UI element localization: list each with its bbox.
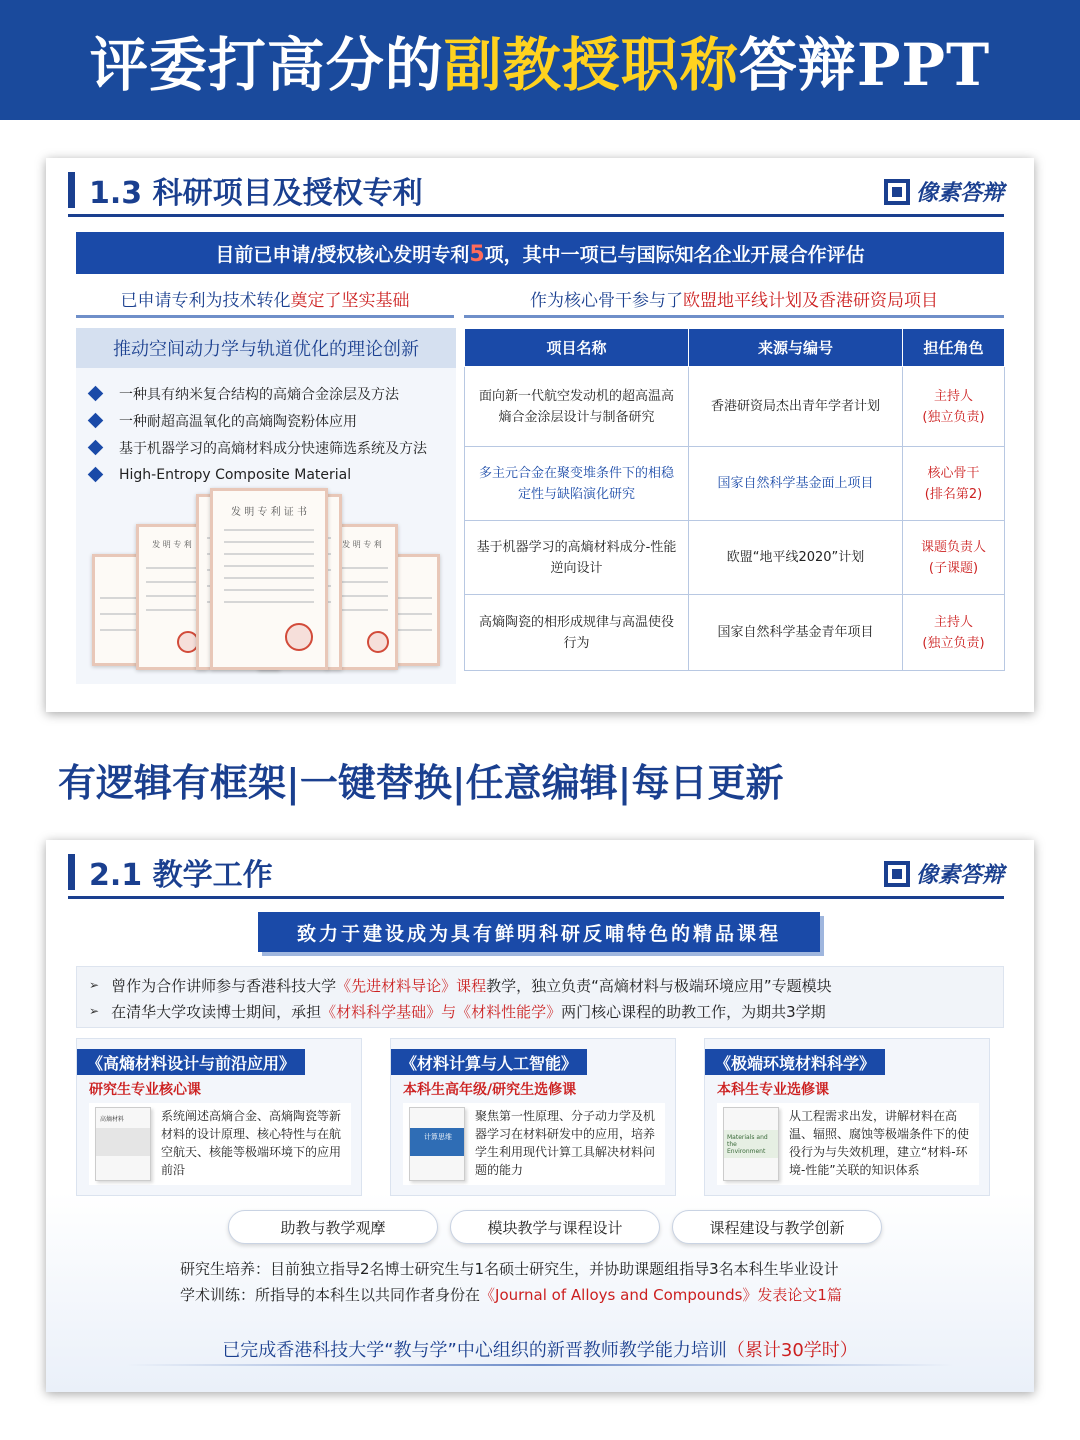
- project-role-cell: 主持人 (独立负责): [903, 595, 1005, 671]
- tagline: 有逻辑有框架|一键替换|任意编辑|每日更新: [58, 760, 784, 805]
- list-item: 一种耐超高温氧化的高熵陶瓷粉体应用: [90, 407, 456, 434]
- table-row: [465, 595, 1005, 671]
- heading-divider: [68, 896, 1004, 899]
- project-name-cell: 基于机器学习的高熵材料成分-性能逆向设计: [465, 521, 689, 595]
- column-header: 来源与编号: [689, 329, 903, 367]
- patent-count: 5: [469, 241, 485, 267]
- list-item: High-Entropy Composite Material: [90, 461, 456, 488]
- course-description: 从工程需求出发，讲解材料在高温、辐照、腐蚀等极端条件下的使役行为与失效机理，建立“材料-环境-性能”关联的知识体系: [789, 1109, 970, 1177]
- textbook-image: Materials and the Environment: [723, 1107, 779, 1181]
- student-training-text: 研究生培养：目前独立指导2名博士研究生与1名硕士研究生，并协助课题组指导3名本科生毕业设计 学术训练：所指导的本科生以共同作者身份在《Journal of Alloys and Compounds》发表论文1篇: [180, 1260, 842, 1304]
- project-source-cell: 国家自然科学基金青年项目: [689, 595, 903, 671]
- diamond-bullet-icon: [88, 386, 104, 402]
- project-role-cell: 核心骨干 (排名第2): [903, 447, 1005, 521]
- brand-logo: 像素答辩: [884, 858, 1004, 889]
- project-source-cell: 欧盟“地平线2020”计划: [689, 521, 903, 595]
- slide-heading: [68, 854, 273, 893]
- course-card: [390, 1038, 676, 1196]
- teaching-tag: 模块教学与课程设计: [450, 1210, 660, 1244]
- banner-title: 评委打高分的副教授职称答辩PPT: [89, 31, 991, 99]
- course-card: [704, 1038, 990, 1196]
- banner-title-highlight: 副教授职称: [443, 31, 739, 99]
- table-row: [465, 521, 1005, 595]
- project-name-cell: 多主元合金在聚变堆条件下的相稳定性与缺陷演化研究: [465, 447, 689, 521]
- course-title: 《材料计算与人工智能》: [391, 1049, 587, 1075]
- diamond-bullet-icon: [88, 440, 104, 456]
- teaching-tag: 助教与教学观摩: [228, 1210, 438, 1244]
- table-header-row: [465, 329, 1005, 367]
- list-item: 基于机器学习的高熵材料成分快速筛选系统及方法: [90, 434, 456, 461]
- brand-logo: 像素答辩: [884, 176, 1004, 207]
- certificate-image: 发 明 专 利: [326, 524, 398, 670]
- heading-accent-bar: [68, 172, 75, 208]
- course-level: 本科生高年级/研究生选修课: [403, 1082, 577, 1098]
- project-name-cell: 面向新一代航空发动机的超高温高熵合金涂层设计与制备研究: [465, 367, 689, 447]
- course-card: [76, 1038, 362, 1196]
- patent-subheading: 已申请专利为技术转化 奠定了坚实基础: [76, 282, 454, 318]
- certificate-image: 发 明 专 利: [136, 524, 208, 670]
- table-row: [465, 367, 1005, 447]
- diamond-bullet-icon: [88, 413, 104, 429]
- decorative-divider: [126, 1364, 954, 1366]
- course-level: 本科生专业选修课: [717, 1082, 829, 1098]
- slide-title: 1.3 科研项目及授权专利: [89, 176, 423, 211]
- slide-title: 2.1 教学工作: [89, 858, 273, 893]
- project-role-cell: 课题负责人 (子课题): [903, 521, 1005, 595]
- patent-certificates-image: [92, 494, 442, 674]
- textbook-image: 计算思维: [409, 1107, 465, 1181]
- arrow-bullet-icon: ➢: [89, 1004, 100, 1018]
- project-role-cell: 主持人 (独立负责): [903, 367, 1005, 447]
- project-name-cell: 高熵陶瓷的相形成规律与高温使役行为: [465, 595, 689, 671]
- course-title: 《高熵材料设计与前沿应用》: [77, 1049, 305, 1075]
- patent-panel-heading: 推动空间动力学与轨道优化的理论创新: [76, 328, 456, 368]
- patent-list: [76, 368, 456, 488]
- seal-icon: [285, 623, 313, 651]
- list-item: ➢ 曾作为合作讲师参与香港科技大学 《先进材料导论》课程 教学，独立负责“高熵材料与极端环境应用”专题模块: [89, 976, 832, 995]
- textbook-image: 高熵材料: [95, 1107, 151, 1181]
- project-subheading: 作为核心骨干参与了 欧盟地平线计划及香港研资局项目: [464, 282, 1004, 318]
- diamond-bullet-icon: [88, 467, 104, 483]
- patent-summary-banner: 目前已申请/授权核心发明专利5项，其中一项已与国际知名企业开展合作评估: [76, 232, 1004, 274]
- project-source-cell: 香港研资局杰出青年学者计划: [689, 367, 903, 447]
- column-header: 项目名称: [465, 329, 689, 367]
- arrow-bullet-icon: ➢: [89, 978, 100, 992]
- logo-icon: [884, 179, 910, 205]
- seal-icon: [367, 631, 389, 653]
- teaching-tag: 课程建设与教学创新: [672, 1210, 882, 1244]
- list-item: 一种具有纳米复合结构的高熵合金涂层及方法: [90, 380, 456, 407]
- teaching-experience-box: [76, 966, 1004, 1028]
- patent-panel: [76, 328, 456, 684]
- course-description: 聚焦第一性原理、分子动力学及机器学习在材料研发中的应用，培养学生利用现代计算工具解决材料问题的能力: [475, 1109, 656, 1177]
- heading-accent-bar: [68, 854, 75, 890]
- project-table: [464, 328, 1005, 671]
- project-source-cell: 国家自然科学基金面上项目: [689, 447, 903, 521]
- certificate-image: 发 明 专 利 证 书: [210, 488, 328, 670]
- course-description: 系统阐述高熵合金、高熵陶瓷等新材料的设计原理、核心特性与在航空航天、核能等极端环境下的应用前沿: [161, 1109, 342, 1177]
- training-completion-text: 已完成香港科技大学“教与学”中心组织的新晋教师教学能力培训（累计30学时）: [222, 1340, 858, 1361]
- slide-teaching-work: [46, 840, 1034, 1392]
- table-row: [465, 447, 1005, 521]
- list-item: ➢ 在清华大学攻读博士期间，承担 《材料科学基础》与《材料性能学》 两门核心课程的助教工作，为期共3学期: [89, 1002, 826, 1021]
- logo-icon: [884, 861, 910, 887]
- heading-divider: [68, 214, 1004, 217]
- slide-research-projects: [46, 158, 1034, 712]
- column-header: 担任角色: [903, 329, 1005, 367]
- slide-heading: [68, 172, 423, 211]
- course-title: 《极端环境材料科学》: [705, 1049, 885, 1075]
- course-level: 研究生专业核心课: [89, 1082, 201, 1098]
- top-banner: [0, 0, 1080, 120]
- course-goal-banner: 致力于建设成为具有鲜明科研反哺特色的精品课程: [258, 912, 820, 952]
